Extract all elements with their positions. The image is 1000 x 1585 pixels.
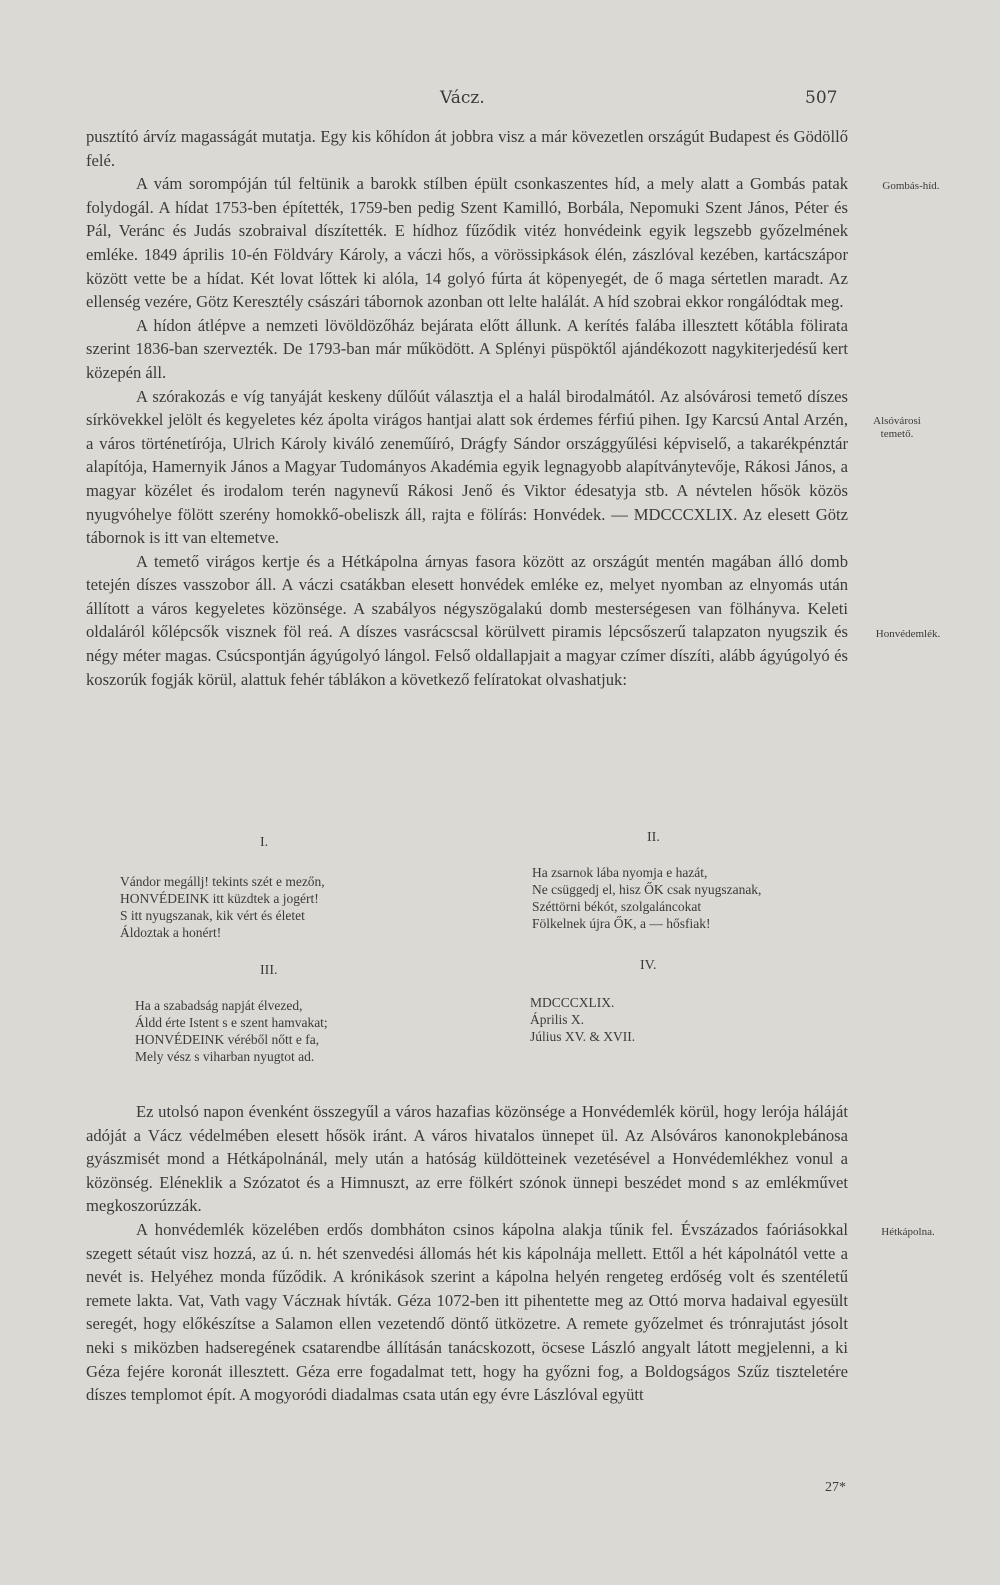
paragraph: A szórakozás e víg tanyáját keskeny dűlőút választja el a halál birodalmától. Az alsóvárosi temető díszes sírkövekkel jelölt és kegyeletes kéz ápolta virágos hantjai alatt sok érdemes férfiú pihen. Igy Karcsú Antal Arzén, a város történetírója, Ulrich Károly kiváló zeneműíró, Drágfy Sándor országgyűlési képviselő, a takarékpénztár alapítója, Hamernyik János a Magyar Tudományos Akadémia egyik legnagyobb alapítványtevője, Rákosi János, a magyar közélet és irodalom terén nagynevű Rákosi Jenő és Viktor édesatyja stb. A névtelen hősök közös nyugvóhelye fölött szerény homokkő-obeliszk áll, rajta e fölírás: Honvédek. — MDCCCXLIX. Az elesett Götz tábornok is itt van eltemetve. <box>86 386 848 548</box>
page-header <box>0 88 1000 114</box>
margin-note-gombas-hid: Gombás-híd. <box>882 180 940 192</box>
inscription-line: Áldoztak a honért! <box>120 925 222 940</box>
paragraph: Ez utolsó napon évenként összegyűl a város hazafias közönsége a Honvédemlék körül, hogy leróја háláját adóját a Vácz védelmében elesett hősök iránt. A város hivatalos ünnepet ül. Az Alsóváros kanonokplebánosa gyászmisét mond a Hétkápolnánál, mely után a hatóság küldötteinek vezetésével a Honvédemlékhez vonul a közönség. Eléneklik a Szózatot és a Himnuszt, az erre fölkért szónok ünnepi beszédet mond s az emlékművet megkoszorúzzák. <box>86 1102 848 1216</box>
running-title: Vácz. <box>440 88 485 108</box>
margin-note-alsovarosi-temeto: Alsóvárosi temető. <box>873 415 921 440</box>
inscription-line: Fölkelnek újra ŐK, a — hősfiak! <box>532 916 711 931</box>
margin-note-hetkapolna: Hétkápolna. <box>881 1226 935 1238</box>
paragraph: A hídon átlépve a nemzeti lövöldözőház bejárata előtt állunk. A kerítés falába illesztett kőtábla fölirata szerint 1836-ban szervezték. De 1793-ban már működött. A Splényi püspöktől ajándékozott nagykiterjedésű kert közepén áll. <box>86 315 848 382</box>
inscription-line: Széttörni békót, szolgaláncokat <box>532 899 702 914</box>
inscription-line: Ha a szabadság napját élvezed, <box>135 998 303 1013</box>
text-block-top <box>86 125 848 691</box>
inscription-line: Vándor megállj! tekints szét e mezőn, <box>120 874 325 889</box>
text-block-bottom <box>86 1100 848 1407</box>
inscription-numeral: IV. <box>640 958 657 973</box>
paragraph: A honvédemlék közelében erdős dombháton csinos kápolna alakja tűnik fel. Évszázados faóriásokkal szegett sétaút visz hozzá, az ú. n. hét szenvedési állomás hét kis kápolnája mellett. Ettől a hét kápolnától vette a nevét is. Helyéhez monda fűződik. A krónikások szerint a kápolna helyén rengeteg erdőség volt és szentéletű remete lakta. Vat, Vath vagy Váczнak hívták. Géza 1072-ben itt pihentette meg az Ottó morva hadaival egyesült seregét, hogy előkészítse a Salamon ellen vezetendő döntő ütközetre. A remete győzelmet és trónrajutást jósolt neki s miközben hadseregének csatarendbe állításán tanácskozott, öcsese László angyalt látott megjelenni, a ki Géza fejére koronát illesztett. Géza erre fogadalmat tett, hogy ha győzni fog, a Boldogságos Szűz tiszteletére díszes templomot épít. A mogyoródi diadalmas csata után egy évre Lászlóval együtt <box>86 1219 848 1405</box>
inscription-line: S itt nyugszanak, kik vért és életet <box>120 908 305 923</box>
inscription-line: Ha zsarnok lába nyomja e hazát, <box>532 865 708 880</box>
signature-mark: 27* <box>825 1480 846 1495</box>
page-number: 507 <box>805 88 838 108</box>
inscription-line: Április X. <box>530 1012 584 1027</box>
inscription-line: Mely vész s viharban nyugtot ad. <box>135 1049 315 1064</box>
margin-note-honvedemlek: Honvédemlék. <box>875 628 941 640</box>
inscription-line: MDCCCXLIX. <box>530 995 615 1010</box>
paragraph: A vám sorompóján túl feltünik a barokk stílben épült csonkaszentes híd, a mely alatt a Gombás patak folydogál. A hídat 1753-ben építették, 1759-ben pedig Szent Kamilló, Borbála, Nepomuki Szent János, Péter és Pál, Veránc és Judás szobraival díszítették. E hídhoz fűződik vitéz honvédeink egyik legszebb győzelmének emléke. 1849 április 10-én Földváry Károly, a váczi hős, a vörössipkások élén, zászlóval kezében, kartácszápor között vette be a hídat. Két lovat lőttek ki alóla, 14 golyó fúrta át köpenyegét, de ő maga sértetlen maradt. Az ellenség vezére, Götz Keresztély császári tábornok azonban ott lelte halálát. A híd szobrai ekkor rongálódtak meg. <box>86 174 848 312</box>
paragraph: pusztító árvíz magasságát mutatja. Egy kis kőhídon át jobbra visz a már kövezetlen országút Budapest és Gödöllő felé. <box>86 127 848 170</box>
inscription-line: Július XV. & XVII. <box>530 1029 636 1044</box>
inscription-line: HONVÉDEINK véréből nőtt e fa, <box>135 1032 320 1047</box>
paragraph: A temető virágos kertje és a Hétkápolna árnyas fasora között az országút mentén magában álló domb tetején díszes vasszobor áll. A váczi csatákban elesett honvédek emléke ez, melyet nyomban az elnyomás után állított a város kegyeletes közönsége. A szabályos négyszögalakú domb mesterségesen van fölhányva. Keleti oldaláról kőlépcsők visznek föl reá. A díszes vasrácscsal körülvett piramis lépcsőszerű talapzaton nyugszik és négy méter magas. Csúcspontján ágyúgolyó lángol. Felső oldallapjait a magyar czímer díszíti, alább ágyúgolyó és koszorúk fogják körül, alattuk fehér táblákon a következő felíratokat olvashatjuk: <box>86 551 848 689</box>
inscription-line: Áldd érte Istent s e szent hamvakat; <box>135 1015 328 1030</box>
inscription-line: Ne csüggedj el, hisz ŐK csak nyugszanak, <box>532 882 762 897</box>
inscription-numeral: I. <box>260 835 269 850</box>
inscription-line: HONVÉDEINK itt küzdtek a jogért! <box>120 891 319 906</box>
inscription-numeral: III. <box>260 963 278 978</box>
inscription-numeral: II. <box>647 830 660 845</box>
